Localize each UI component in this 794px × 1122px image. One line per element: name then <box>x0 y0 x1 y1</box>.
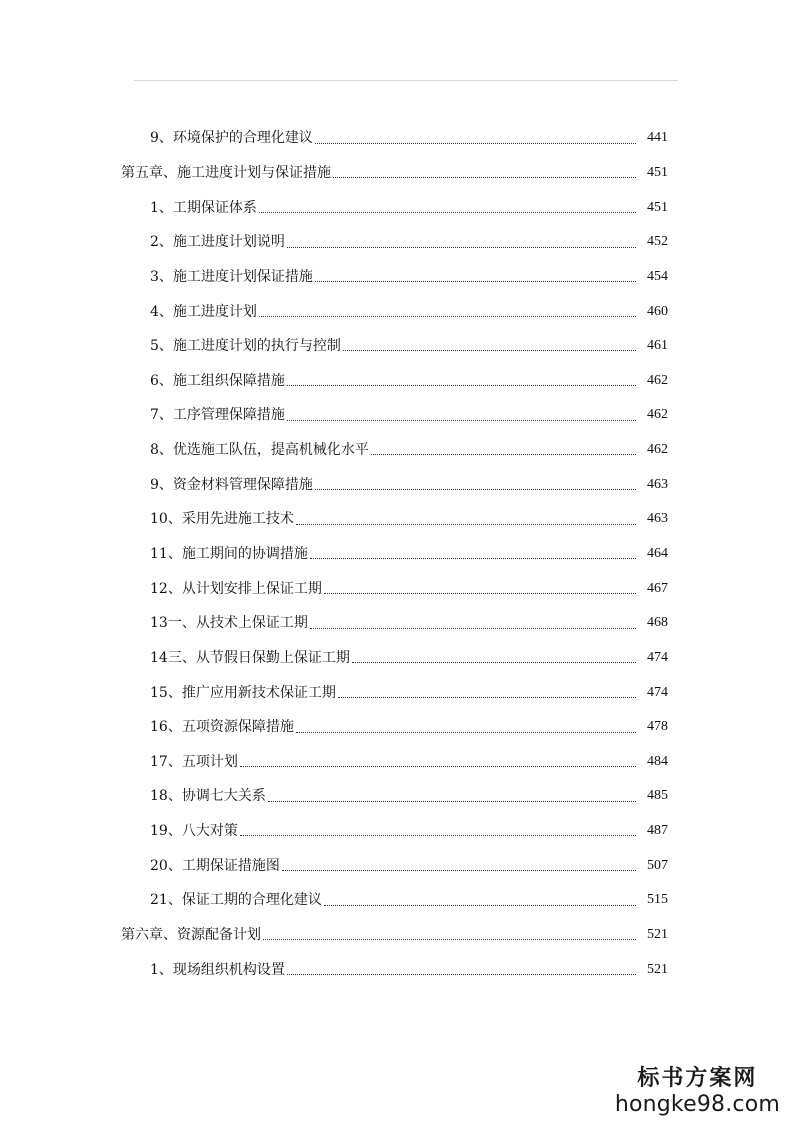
toc-section-entry[interactable] <box>0 675 794 710</box>
toc-dot-leader <box>371 453 636 455</box>
toc-entry-title: 8、优选施工队伍，提高机械化水平 <box>150 442 369 459</box>
toc-section-entry[interactable] <box>0 329 794 364</box>
toc-dot-leader <box>315 280 636 282</box>
toc-page-number: 441 <box>647 130 668 146</box>
toc-entry-title: 第五章、施工进度计划与保证措施 <box>121 164 331 181</box>
toc-section-entry[interactable] <box>0 260 794 295</box>
toc-section-entry[interactable] <box>0 225 794 260</box>
toc-entry-title: 10、采用先进施工技术 <box>150 511 294 528</box>
toc-page-number: 462 <box>647 407 668 423</box>
toc-dot-leader <box>287 246 636 248</box>
toc-dot-leader <box>259 211 636 213</box>
toc-section-entry[interactable] <box>0 952 794 987</box>
toc-section-entry[interactable] <box>0 571 794 606</box>
toc-page-number: 467 <box>647 580 668 596</box>
toc-entry-title: 21、保证工期的合理化建议 <box>150 892 322 909</box>
toc-dot-leader <box>352 661 636 663</box>
toc-dot-leader <box>259 315 636 317</box>
toc-chapter-entry[interactable] <box>0 156 794 191</box>
watermark-site-name: 标书方案网 <box>637 1065 758 1091</box>
toc-entry-title: 2、施工进度计划说明 <box>150 234 285 251</box>
toc-dot-leader <box>240 834 636 836</box>
toc-entry-title: 19、八大对策 <box>150 823 238 840</box>
toc-entry-title: 1、现场组织机构设置 <box>150 961 285 978</box>
toc-entry-title: 11、施工期间的协调措施 <box>150 546 308 562</box>
toc-page-number: 464 <box>647 546 668 561</box>
toc-entry-title: 1、工期保证体系 <box>150 199 257 216</box>
toc-dot-leader <box>315 142 636 144</box>
toc-entry-title: 7、工序管理保障措施 <box>150 407 285 424</box>
watermark <box>615 1064 780 1118</box>
toc-page-number: 468 <box>647 615 668 631</box>
toc-page-number: 462 <box>647 372 668 388</box>
toc-section-entry[interactable] <box>0 467 794 502</box>
toc-page-number: 484 <box>647 753 668 769</box>
toc-page-number: 474 <box>647 649 668 665</box>
toc-page-number: 451 <box>647 164 668 180</box>
toc-dot-leader <box>338 696 636 698</box>
toc-dot-leader <box>240 765 636 767</box>
header-rule <box>134 80 678 81</box>
toc-dot-leader <box>310 557 636 559</box>
toc-page-number: 487 <box>647 823 668 839</box>
toc-section-entry[interactable] <box>0 190 794 225</box>
toc-section-entry[interactable] <box>0 363 794 398</box>
table-of-contents <box>0 121 794 987</box>
toc-dot-leader <box>287 973 636 975</box>
toc-page-number: 461 <box>647 338 668 354</box>
toc-dot-leader <box>268 800 636 802</box>
toc-section-entry[interactable] <box>0 641 794 676</box>
toc-page-number: 474 <box>647 684 668 700</box>
toc-page-number: 507 <box>647 857 668 873</box>
toc-section-entry[interactable] <box>0 883 794 918</box>
toc-dot-leader <box>333 176 636 178</box>
toc-page-number: 451 <box>647 199 668 215</box>
toc-page-number: 460 <box>647 303 668 319</box>
toc-dot-leader <box>287 419 636 421</box>
toc-section-entry[interactable] <box>0 433 794 468</box>
toc-page-number: 463 <box>647 476 668 492</box>
toc-section-entry[interactable] <box>0 745 794 780</box>
toc-page-number: 454 <box>647 268 668 284</box>
toc-dot-leader <box>287 384 636 386</box>
toc-page-number: 463 <box>647 511 668 527</box>
toc-section-entry[interactable] <box>0 779 794 814</box>
toc-section-entry[interactable] <box>0 814 794 849</box>
toc-dot-leader <box>310 627 636 629</box>
toc-entry-title: 13一、从技术上保证工期 <box>150 615 308 632</box>
toc-entry-title: 12、从计划安排上保证工期 <box>150 580 322 597</box>
toc-section-entry[interactable] <box>0 710 794 745</box>
toc-entry-title: 3、施工进度计划保证措施 <box>150 268 313 285</box>
toc-page-number: 521 <box>647 961 668 977</box>
toc-entry-title: 18、协调七大关系 <box>150 788 266 805</box>
toc-section-entry[interactable] <box>0 121 794 156</box>
toc-section-entry[interactable] <box>0 537 794 572</box>
toc-dot-leader <box>315 488 636 490</box>
toc-section-entry[interactable] <box>0 294 794 329</box>
toc-entry-title: 17、五项计划 <box>150 753 238 770</box>
toc-entry-title: 9、环境保护的合理化建议 <box>150 130 313 147</box>
toc-chapter-entry[interactable] <box>0 918 794 953</box>
toc-entry-title: 5、施工进度计划的执行与控制 <box>150 338 341 355</box>
toc-entry-title: 20、工期保证措施图 <box>150 857 280 874</box>
toc-dot-leader <box>324 592 636 594</box>
toc-dot-leader <box>296 731 636 733</box>
toc-entry-title: 14三、从节假日保勤上保证工期 <box>150 649 350 666</box>
toc-entry-title: 6、施工组织保障措施 <box>150 372 285 389</box>
toc-page-number: 478 <box>647 719 668 735</box>
toc-entry-title: 第六章、资源配备计划 <box>121 927 261 944</box>
toc-entry-title: 4、施工进度计划 <box>150 303 257 320</box>
watermark-url: hongke98.com <box>614 1092 780 1117</box>
toc-page-number: 515 <box>647 892 668 908</box>
toc-section-entry[interactable] <box>0 502 794 537</box>
toc-dot-leader <box>282 869 636 871</box>
toc-section-entry[interactable] <box>0 398 794 433</box>
toc-dot-leader <box>324 904 636 906</box>
toc-section-entry[interactable] <box>0 848 794 883</box>
toc-entry-title: 15、推广应用新技术保证工期 <box>150 684 336 701</box>
toc-dot-leader <box>263 938 636 940</box>
toc-page-number: 452 <box>647 234 668 250</box>
toc-entry-title: 16、五项资源保障措施 <box>150 719 294 736</box>
toc-page-number: 485 <box>647 788 668 804</box>
toc-entry-title: 9、资金材料管理保障措施 <box>150 476 313 493</box>
toc-dot-leader <box>343 349 636 351</box>
toc-page-number: 462 <box>647 442 668 458</box>
toc-dot-leader <box>296 523 636 525</box>
toc-section-entry[interactable] <box>0 606 794 641</box>
toc-page-number: 521 <box>647 927 668 943</box>
